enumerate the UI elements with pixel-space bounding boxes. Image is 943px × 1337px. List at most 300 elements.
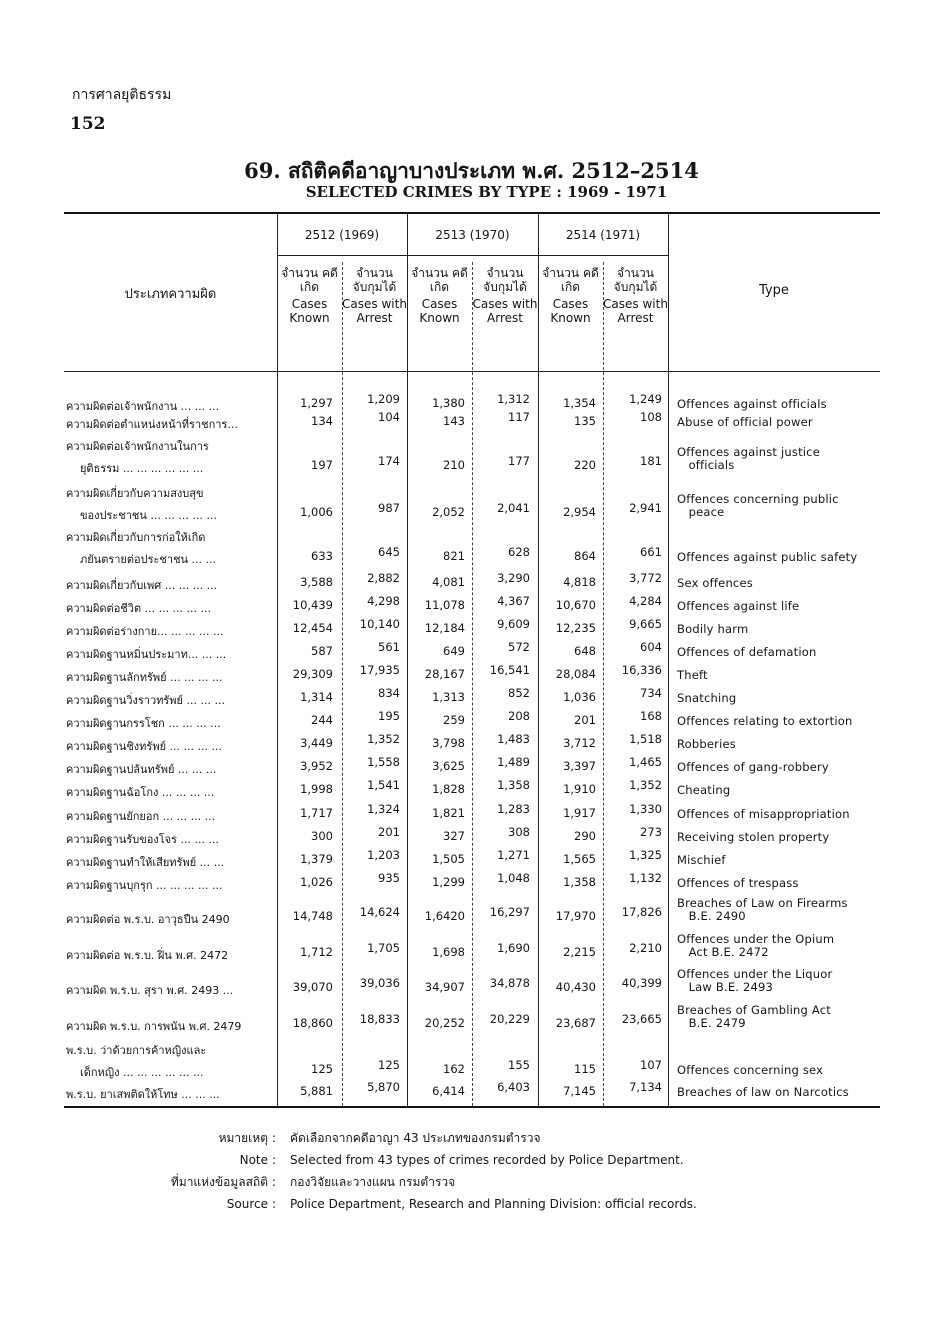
cell-value: 28,167 — [424, 667, 465, 681]
cell-value: 2,041 — [497, 501, 530, 515]
cell-value: 648 — [574, 644, 596, 658]
cell-value: 1,998 — [300, 782, 333, 796]
cell-value: 1,036 — [563, 690, 596, 704]
cell-value: 12,235 — [555, 621, 596, 635]
row-label-line: ความผิดฐานปล้นทรัพย์ ... ... ... — [66, 763, 217, 776]
cell-value: 1,379 — [300, 852, 333, 866]
column-header-english: Cases Known — [419, 297, 460, 325]
cell-value: 181 — [640, 454, 662, 468]
row-type-line: Law B.E. 2493 — [677, 980, 774, 994]
row-type-line: Mischief — [677, 853, 726, 867]
row-label-line: ความผิดต่อเจ้าพนักงานในการ — [66, 440, 209, 453]
cell-value: 604 — [640, 640, 662, 654]
row-type-line: Offences of misappropriation — [677, 807, 850, 821]
cell-value: 1,271 — [497, 848, 530, 862]
row-type — [677, 1064, 877, 1077]
cell-value: 7,145 — [563, 1084, 596, 1098]
row-type — [677, 493, 877, 519]
cell-value: 39,070 — [292, 980, 333, 994]
row-label — [66, 980, 271, 1002]
cases-arrest-header — [603, 266, 668, 325]
column-header-thai: จำนวน คดีเกิด — [281, 266, 338, 294]
cell-value: 162 — [443, 1062, 465, 1076]
cell-value: 18,833 — [359, 1012, 400, 1026]
row-type-line: Offences under the Opium — [677, 932, 835, 946]
row-label — [66, 759, 271, 781]
row-type — [677, 692, 877, 705]
cell-value: 4,818 — [563, 575, 596, 589]
cell-value: 327 — [443, 829, 465, 843]
cell-value: 195 — [378, 709, 400, 723]
cell-value: 572 — [508, 640, 530, 654]
row-label-line: ความผิด พ.ร.บ. การพนัน พ.ศ. 2479 — [66, 1020, 242, 1033]
row-label — [66, 527, 271, 571]
cell-value: 1,358 — [497, 778, 530, 792]
year-header: 2513 (1970) — [435, 228, 510, 242]
cell-value: 34,878 — [489, 976, 530, 990]
note-value: Selected from 43 types of crimes recorded by Police Department. — [290, 1153, 684, 1167]
note-colon: : — [272, 1175, 277, 1189]
row-label — [66, 829, 271, 851]
cell-value: 1,325 — [629, 848, 662, 862]
cell-value: 3,712 — [563, 736, 596, 750]
row-type-line: Bodily harm — [677, 622, 749, 636]
cell-value: 5,881 — [300, 1084, 333, 1098]
note-key: Note — [239, 1153, 268, 1167]
row-label — [66, 1084, 271, 1106]
row-label-line: ความผิดต่อเจ้าพนักงาน ... ... ... — [66, 400, 220, 413]
note-value: กองวิจัยและวางแผน กรมตำรวจ — [290, 1175, 456, 1189]
cell-value: 1,358 — [563, 875, 596, 889]
cell-value: 1,209 — [367, 392, 400, 406]
cell-value: 1,354 — [563, 396, 596, 410]
cell-value: 1,505 — [432, 852, 465, 866]
note-value: คัดเลือกจากคดีอาญา 43 ประเภทของกรมตำรวจ — [290, 1131, 541, 1145]
row-label-line: ความผิดเกี่ยวกับการก่อให้เกิด — [66, 531, 206, 544]
cell-value: 1,313 — [432, 690, 465, 704]
label-column-header: ประเภทความผิด — [124, 287, 217, 302]
row-type — [677, 446, 877, 472]
cell-value: 834 — [378, 686, 400, 700]
cell-value: 11,078 — [424, 598, 465, 612]
row-label-line: ความผิดฐานรับของโจร ... ... ... — [66, 833, 219, 846]
cell-value: 16,297 — [489, 905, 530, 919]
row-type — [677, 897, 877, 923]
row-type-line: Offences concerning sex — [677, 1063, 824, 1077]
cell-value: 1,828 — [432, 782, 465, 796]
row-type — [677, 1004, 877, 1030]
cell-value: 17,826 — [621, 905, 662, 919]
row-type-line: Offences concerning public — [677, 492, 839, 506]
cell-value: 10,140 — [359, 617, 400, 631]
row-label-line: ของประชาชน ... ... ... ... ... — [66, 509, 217, 522]
cell-value: 1,132 — [629, 871, 662, 885]
cell-value: 3,397 — [563, 759, 596, 773]
cell-value: 10,670 — [555, 598, 596, 612]
row-type-line: Abuse of official power — [677, 415, 813, 429]
cell-value: 197 — [311, 458, 333, 472]
cell-value: 4,081 — [432, 575, 465, 589]
cell-value: 300 — [311, 829, 333, 843]
cell-value: 244 — [311, 713, 333, 727]
column-line — [407, 212, 408, 1106]
column-header-thai: จำนวน จับกุมได้ — [483, 266, 527, 294]
column-header-english: Cases Known — [289, 297, 330, 325]
row-type — [677, 831, 877, 844]
row-type-line: Snatching — [677, 691, 737, 705]
row-label — [66, 598, 271, 620]
note-key: Source — [226, 1197, 268, 1211]
cell-value: 935 — [378, 871, 400, 885]
cell-value: 273 — [640, 825, 662, 839]
row-label-line: เด็กหญิง ... ... ... ... ... ... — [66, 1066, 204, 1079]
row-type — [677, 877, 877, 890]
cell-value: 168 — [640, 709, 662, 723]
row-label — [66, 782, 271, 804]
cell-value: 9,609 — [497, 617, 530, 631]
note-key: หมายเหตุ — [218, 1131, 268, 1145]
row-label-line: ภยันตรายต่อประชาชน ... ... — [66, 553, 217, 566]
row-type-line: Offences against life — [677, 599, 800, 613]
column-header-english: Cases with Arrest — [472, 297, 538, 325]
column-header-thai: จำนวน จับกุมได้ — [613, 266, 658, 294]
row-type — [677, 646, 877, 659]
row-label-line: ความผิดต่อ พ.ร.บ. อาวุธปืน 2490 — [66, 913, 230, 926]
cell-value: 1,283 — [497, 802, 530, 816]
row-label-line: พ.ร.บ. ว่าด้วยการค้าหญิงและ — [66, 1044, 207, 1057]
cell-value: 633 — [311, 549, 333, 563]
cell-value: 7,134 — [629, 1080, 662, 1094]
cell-value: 14,624 — [359, 905, 400, 919]
row-label-line: ความผิดฐานหมิ่นประมาท... ... ... — [66, 648, 227, 661]
row-label — [66, 806, 271, 828]
row-label — [66, 621, 271, 643]
row-type — [677, 577, 877, 590]
cell-value: 1,324 — [367, 802, 400, 816]
row-type-line: Breaches of Gambling Act — [677, 1003, 831, 1017]
row-type — [677, 551, 877, 564]
row-label — [66, 736, 271, 758]
cell-value: 18,860 — [292, 1016, 333, 1030]
row-type — [677, 854, 877, 867]
row-type — [677, 933, 877, 959]
cell-value: 1,698 — [432, 945, 465, 959]
cell-value: 1,717 — [300, 806, 333, 820]
cell-value: 1,917 — [563, 806, 596, 820]
row-label-line: ยุติธรรม ... ... ... ... ... ... — [66, 462, 204, 475]
cell-value: 2,954 — [563, 505, 596, 519]
cases-known-header — [407, 266, 472, 325]
cell-value: 3,798 — [432, 736, 465, 750]
cell-value: 1,297 — [300, 396, 333, 410]
row-label — [66, 414, 271, 436]
cell-value: 17,970 — [555, 909, 596, 923]
row-label-line: ความผิดฐานบุกรุก ... ... ... ... ... — [66, 879, 223, 892]
note-colon: : — [272, 1197, 277, 1211]
cell-value: 5,870 — [367, 1080, 400, 1094]
row-label — [66, 945, 271, 967]
cell-value: 4,298 — [367, 594, 400, 608]
cell-value: 1,541 — [367, 778, 400, 792]
cell-value: 1,821 — [432, 806, 465, 820]
cell-value: 220 — [574, 458, 596, 472]
cell-value: 108 — [640, 410, 662, 424]
row-type-line: Offences of defamation — [677, 645, 817, 659]
cell-value: 2,210 — [629, 941, 662, 955]
cell-value: 20,252 — [424, 1016, 465, 1030]
row-label-line: พ.ร.บ. ยาเสพติดให้โทษ ... ... ... — [66, 1088, 220, 1101]
cases-known-header — [538, 266, 603, 325]
row-type — [677, 600, 877, 613]
note-value: Police Department, Research and Planning Division: official records. — [290, 1197, 697, 1211]
cell-value: 1,203 — [367, 848, 400, 862]
row-type-line: Offences of trespass — [677, 876, 799, 890]
cell-value: 1,249 — [629, 392, 662, 406]
row-label-line: ความผิดเกี่ยวกับความสงบสุข — [66, 487, 204, 500]
column-header-english: Cases with Arrest — [342, 297, 407, 325]
cell-value: 28,084 — [555, 667, 596, 681]
cell-value: 1,006 — [300, 505, 333, 519]
cases-arrest-header — [472, 266, 538, 325]
cell-value: 117 — [508, 410, 530, 424]
cell-value: 852 — [508, 686, 530, 700]
row-label — [66, 1040, 271, 1084]
row-type-line: Offences against public safety — [677, 550, 858, 564]
cell-value: 2,052 — [432, 505, 465, 519]
row-label-line: ความผิดฐานยักยอก ... ... ... ... — [66, 810, 216, 823]
row-label-line: ความผิดฐานลักทรัพย์ ... ... ... ... — [66, 671, 223, 684]
row-label — [66, 875, 271, 897]
cell-value: 1,518 — [629, 732, 662, 746]
cell-value: 20,229 — [489, 1012, 530, 1026]
row-type-line: Theft — [677, 668, 708, 682]
cell-value: 1,380 — [432, 396, 465, 410]
cell-value: 1,312 — [497, 392, 530, 406]
row-type-line: Receiving stolen property — [677, 830, 830, 844]
note-key: ที่มาแห่งข้อมูลสถิติ — [170, 1175, 268, 1189]
row-type-line: Breaches of law on Narcotics — [677, 1085, 849, 1099]
row-label — [66, 644, 271, 666]
cell-value: 107 — [640, 1058, 662, 1072]
row-label — [66, 483, 271, 527]
cell-value: 1,910 — [563, 782, 596, 796]
cell-value: 1,352 — [367, 732, 400, 746]
cell-value: 29,309 — [292, 667, 333, 681]
row-type-line: Offences against officials — [677, 397, 827, 411]
cell-value: 125 — [311, 1062, 333, 1076]
row-label-line: ความผิดต่อ พ.ร.บ. ฝิ่น พ.ศ. 2472 — [66, 949, 229, 962]
cell-value: 3,290 — [497, 571, 530, 585]
row-type — [677, 623, 877, 636]
cell-value: 115 — [574, 1062, 596, 1076]
cell-value: 2,882 — [367, 571, 400, 585]
year-divider — [277, 255, 668, 256]
type-column-header: Type — [759, 283, 789, 298]
cell-value: 201 — [378, 825, 400, 839]
row-label-line: ความผิดต่อตำแหน่งหน้าที่ราชการ... — [66, 418, 238, 431]
row-label — [66, 1016, 271, 1038]
column-line — [277, 212, 278, 1106]
cell-value: 3,588 — [300, 575, 333, 589]
cell-value: 290 — [574, 829, 596, 843]
cell-value: 6,403 — [497, 1080, 530, 1094]
cell-value: 1,690 — [497, 941, 530, 955]
cell-value: 4,284 — [629, 594, 662, 608]
cell-value: 3,449 — [300, 736, 333, 750]
cell-value: 1,565 — [563, 852, 596, 866]
cell-value: 208 — [508, 709, 530, 723]
cell-value: 645 — [378, 545, 400, 559]
cell-value: 3,772 — [629, 571, 662, 585]
row-label — [66, 575, 271, 597]
cell-value: 864 — [574, 549, 596, 563]
cell-value: 16,541 — [489, 663, 530, 677]
cell-value: 4,367 — [497, 594, 530, 608]
row-label — [66, 713, 271, 735]
cell-value: 628 — [508, 545, 530, 559]
row-type-line: B.E. 2479 — [677, 1016, 746, 1030]
cell-value: 1,558 — [367, 755, 400, 769]
cell-value: 1,705 — [367, 941, 400, 955]
row-type — [677, 416, 877, 429]
column-header-english: Cases with Arrest — [603, 297, 668, 325]
row-type — [677, 968, 877, 994]
row-type-line: Offences against justice — [677, 445, 820, 459]
cell-value: 3,625 — [432, 759, 465, 773]
cell-value: 259 — [443, 713, 465, 727]
cases-known-header — [277, 266, 342, 325]
year-header: 2512 (1969) — [304, 228, 380, 242]
cell-value: 12,184 — [424, 621, 465, 635]
column-line — [668, 212, 669, 1106]
row-label — [66, 690, 271, 712]
cell-value: 155 — [508, 1058, 530, 1072]
row-label — [66, 852, 271, 874]
cell-value: 649 — [443, 644, 465, 658]
cell-value: 3,952 — [300, 759, 333, 773]
cell-value: 34,907 — [424, 980, 465, 994]
row-type-line: Sex offences — [677, 576, 753, 590]
cell-value: 1,026 — [300, 875, 333, 889]
cell-value: 174 — [378, 454, 400, 468]
cell-value: 1,489 — [497, 755, 530, 769]
cell-value: 734 — [640, 686, 662, 700]
cell-value: 201 — [574, 713, 596, 727]
row-label-line: ความผิดฐานชิงทรัพย์ ... ... ... ... — [66, 740, 222, 753]
cell-value: 661 — [640, 545, 662, 559]
row-type-line: officials — [677, 458, 735, 472]
cell-value: 135 — [574, 414, 596, 428]
cell-value: 134 — [311, 414, 333, 428]
title-thai: 69. สถิติคดีอาญาบางประเภท พ.ศ. 2512–2514 — [244, 158, 699, 183]
row-type — [677, 761, 877, 774]
cell-value: 39,036 — [359, 976, 400, 990]
cell-value: 1,465 — [629, 755, 662, 769]
row-type-line: B.E. 2490 — [677, 909, 746, 923]
cell-value: 1,048 — [497, 871, 530, 885]
cell-value: 210 — [443, 458, 465, 472]
row-type — [677, 1086, 877, 1099]
row-label-line: ความผิดฐานฉ้อโกง ... ... ... ... — [66, 786, 215, 799]
cell-value: 1,352 — [629, 778, 662, 792]
cell-value: 17,935 — [359, 663, 400, 677]
column-header-thai: จำนวน คดีเกิด — [542, 266, 599, 294]
column-header-thai: จำนวน จับกุมได้ — [352, 266, 397, 294]
row-label-line: ความผิดฐานวิ่งราวทรัพย์ ... ... ... — [66, 694, 225, 707]
cell-value: 1,483 — [497, 732, 530, 746]
row-label-line: ความผิดฐานกรรโชก ... ... ... ... — [66, 717, 221, 730]
row-type-line: peace — [677, 505, 725, 519]
cell-value: 1,314 — [300, 690, 333, 704]
cell-value: 561 — [378, 640, 400, 654]
row-label-line: ความผิดต่อชีวิต ... ... ... ... ... — [66, 602, 212, 615]
cell-value: 308 — [508, 825, 530, 839]
cell-value: 125 — [378, 1058, 400, 1072]
cell-value: 2,941 — [629, 501, 662, 515]
row-type — [677, 715, 877, 728]
row-label-line: ความผิดเกี่ยวกับเพศ ... ... ... ... — [66, 579, 218, 592]
row-label-line: ความผิด พ.ร.บ. สุรา พ.ศ. 2493 ... — [66, 984, 234, 997]
cell-value: 1,712 — [300, 945, 333, 959]
cell-value: 6,414 — [432, 1084, 465, 1098]
cell-value: 40,430 — [555, 980, 596, 994]
cell-value: 16,336 — [621, 663, 662, 677]
row-type — [677, 808, 877, 821]
cell-value: 9,665 — [629, 617, 662, 631]
cell-value: 1,330 — [629, 802, 662, 816]
row-type — [677, 669, 877, 682]
row-label — [66, 436, 271, 480]
cell-value: 1,299 — [432, 875, 465, 889]
cell-value: 14,748 — [292, 909, 333, 923]
row-type — [677, 738, 877, 751]
column-header-thai: จำนวน คดีเกิด — [411, 266, 468, 294]
table-top-rule — [64, 212, 880, 214]
row-type-line: Offences of gang-robbery — [677, 760, 829, 774]
row-label-line: ความผิดต่อร่างกาย... ... ... ... ... — [66, 625, 224, 638]
row-type — [677, 784, 877, 797]
row-type-line: Cheating — [677, 783, 731, 797]
cell-value: 40,399 — [621, 976, 662, 990]
section-header: การศาลยุติธรรม — [72, 87, 172, 103]
cell-value: 821 — [443, 549, 465, 563]
cell-value: 10,439 — [292, 598, 333, 612]
title-english: SELECTED CRIMES BY TYPE : 1969 - 1971 — [305, 183, 668, 201]
cases-arrest-header — [342, 266, 407, 325]
cell-value: 2,215 — [563, 945, 596, 959]
cell-value: 104 — [378, 410, 400, 424]
row-type-line: Robberies — [677, 737, 736, 751]
year-header: 2514 (1971) — [565, 228, 641, 242]
page-number: 152 — [70, 114, 106, 134]
row-type-line: Offences under the Liquor — [677, 967, 833, 981]
cell-value: 987 — [378, 501, 400, 515]
cell-value: 23,665 — [621, 1012, 662, 1026]
cell-value: 23,687 — [555, 1016, 596, 1030]
cell-value: 1,6420 — [424, 909, 465, 923]
column-line — [538, 212, 539, 1106]
cell-value: 143 — [443, 414, 465, 428]
cell-value: 12,454 — [292, 621, 333, 635]
table-bottom-rule — [64, 1106, 880, 1108]
cell-value: 587 — [311, 644, 333, 658]
row-type-line: Act B.E. 2472 — [677, 945, 769, 959]
row-label — [66, 667, 271, 689]
note-colon: : — [272, 1131, 277, 1145]
row-label-line: ความผิดฐานทำให้เสียทรัพย์ ... ... — [66, 856, 225, 869]
row-type-line: Offences relating to extortion — [677, 714, 853, 728]
cell-value: 177 — [508, 454, 530, 468]
